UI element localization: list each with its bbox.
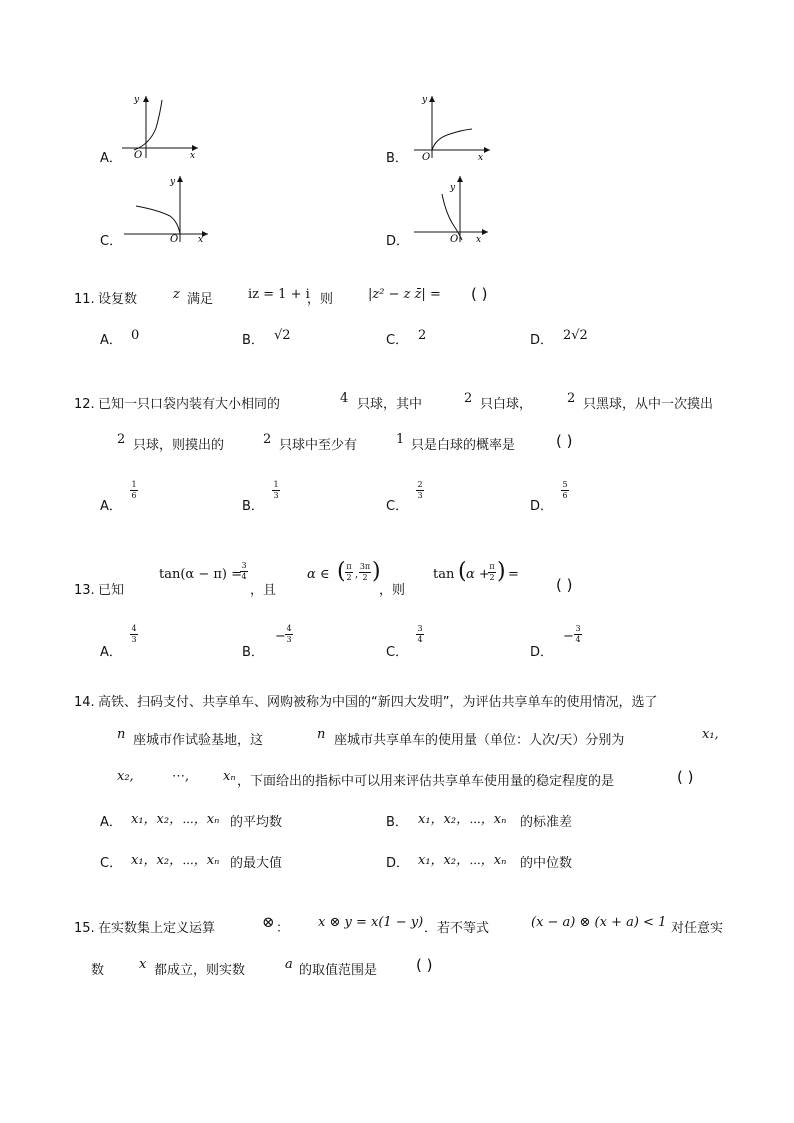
q14-number: 14. bbox=[74, 695, 95, 710]
q13-option-d: 3 4 bbox=[575, 624, 581, 644]
q10-graph-b bbox=[410, 92, 492, 160]
svg-text:x: x bbox=[198, 235, 204, 244]
q10-option-a-label: A． bbox=[100, 151, 122, 166]
svg-text:O: O bbox=[170, 234, 179, 244]
q12-option-d: 5 6 bbox=[562, 480, 568, 500]
q15-inequality: (x − a) ⊗ (x + a) < 1 bbox=[531, 915, 667, 930]
q10-a-origin: O bbox=[134, 150, 143, 160]
q10-a-y-label: y bbox=[134, 95, 140, 105]
q11-var-z: z bbox=[173, 287, 180, 302]
q13-answer-blank: ( ) bbox=[556, 576, 573, 594]
q10-option-b-label: B． bbox=[386, 151, 408, 166]
q10-graph-c bbox=[122, 172, 212, 244]
q11-number: 11. bbox=[74, 292, 95, 307]
q12-number: 12. bbox=[74, 397, 95, 412]
svg-text:O: O bbox=[422, 152, 431, 160]
svg-text:O: O bbox=[450, 234, 459, 244]
q14-option-d: 的中位数 bbox=[520, 856, 573, 871]
svg-text:y: y bbox=[422, 95, 428, 105]
q13-condition-1: tan(α − π) = bbox=[159, 567, 242, 582]
q11-answer-blank: ( ) bbox=[471, 285, 488, 303]
q10-option-d-label: D． bbox=[386, 234, 410, 249]
q12-answer-blank: ( ) bbox=[556, 432, 573, 450]
q13-option-b: 4 3 bbox=[286, 624, 292, 644]
q14-option-b: 的标准差 bbox=[520, 815, 573, 830]
q14-line-1: 高铁、扫码支付、共享单车、网购被称为中国的“新四大发明”，为评估共享单车的使用情况，选了 bbox=[98, 695, 658, 710]
q11-option-a: 0 bbox=[131, 328, 140, 343]
q11-option-b: √2 bbox=[274, 328, 291, 343]
q11-text: 设复数 bbox=[98, 292, 138, 307]
q10-graph-a bbox=[118, 92, 200, 160]
svg-text:y: y bbox=[450, 183, 456, 193]
q13-question: tan bbox=[433, 567, 455, 582]
q15-operator: ⊗ bbox=[262, 913, 275, 931]
q14-option-a: 的平均数 bbox=[230, 815, 283, 830]
q10-option-c-label: C． bbox=[100, 234, 123, 249]
q13-condition-2: α ∈ bbox=[307, 567, 330, 582]
svg-text:x: x bbox=[476, 235, 482, 244]
q13-number: 13. bbox=[74, 583, 95, 598]
q15-answer-blank: ( ) bbox=[416, 956, 433, 974]
q11-option-d: 2√2 bbox=[563, 328, 588, 343]
q12-option-a: 1 6 bbox=[131, 480, 137, 500]
q11-expression: |z² − z z̄| = bbox=[368, 287, 441, 302]
q13-option-c: 3 4 bbox=[417, 624, 423, 644]
q10-graph-d bbox=[410, 172, 492, 244]
q15-definition: x ⊗ y = x(1 − y) bbox=[318, 915, 424, 930]
q12-option-c: 2 3 bbox=[417, 480, 423, 500]
q12-option-b: 1 3 bbox=[273, 480, 279, 500]
q11-option-c: 2 bbox=[418, 328, 427, 343]
svg-text:y: y bbox=[170, 177, 176, 187]
q11-condition: iz = 1 + i bbox=[248, 287, 310, 302]
q14-option-c: 的最大值 bbox=[230, 856, 283, 871]
q13-option-a: 4 3 bbox=[131, 624, 137, 644]
q15-number: 15. bbox=[74, 921, 95, 936]
svg-text:x: x bbox=[478, 153, 484, 160]
q14-answer-blank: ( ) bbox=[677, 768, 694, 786]
q10-a-x-label: x bbox=[190, 151, 196, 160]
